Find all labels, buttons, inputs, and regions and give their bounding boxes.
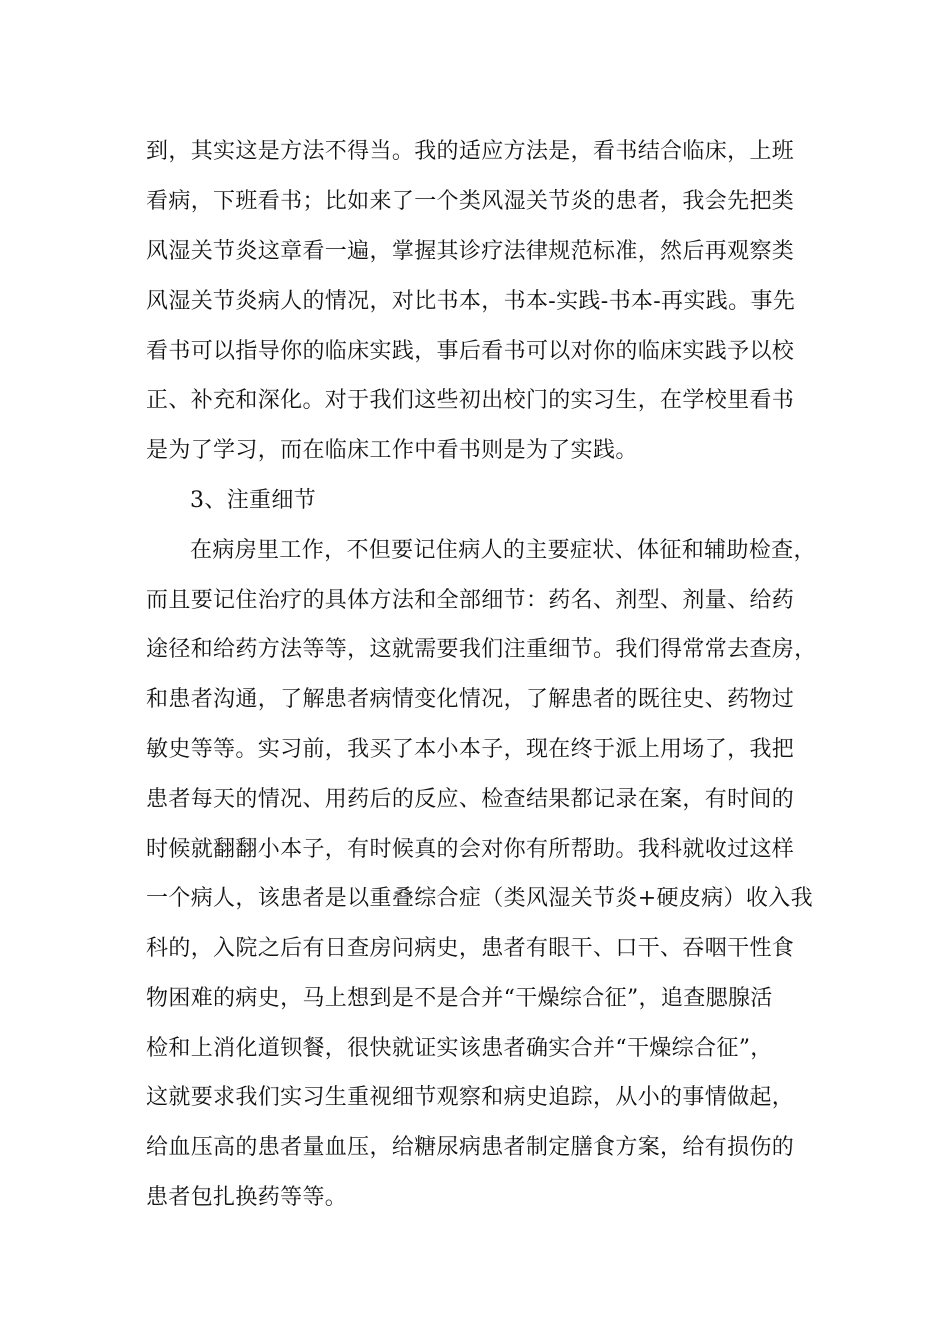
text-line: 这就要求我们实习生重视细节观察和病史追踪，从小的事情做起， bbox=[146, 1085, 795, 1110]
text-line: 而且要记住治疗的具体方法和全部细节：药名、剂型、剂量、给药 bbox=[146, 588, 795, 613]
text-line: 正、补充和深化。对于我们这些初出校门的实习生，在学校里看书 bbox=[146, 388, 795, 413]
text-line: 敏史等等。实习前，我买了本小本子，现在终于派上用场了，我把 bbox=[146, 737, 795, 762]
text-line: 物困难的病史，马上想到是不是合并“干燥综合征”，追查腮腺活 bbox=[146, 986, 773, 1011]
text-line: 检和上消化道钡餐，很快就证实该患者确实合并“干燥综合征”， bbox=[146, 1036, 773, 1061]
text-line: 风湿关节炎这章看一遍，掌握其诊疗法律规范标准，然后再观察类 bbox=[146, 239, 795, 264]
text-line: 到，其实这是方法不得当。我的适应方法是，看书结合临床，上班 bbox=[146, 139, 795, 164]
text-line: 时候就翻翻小本子，有时候真的会对你有所帮助。我科就收过这样 bbox=[146, 837, 795, 862]
text-line: 给血压高的患者量血压，给糖尿病患者制定膳食方案，给有损伤的 bbox=[146, 1135, 795, 1160]
text-line: 一个病人，该患者是以重叠综合症（类风湿关节炎+硬皮病）收入我 bbox=[146, 886, 813, 911]
text-line: 和患者沟通，了解患者病情变化情况，了解患者的既往史、药物过 bbox=[146, 687, 795, 712]
section-heading: 3、注重细节 bbox=[190, 488, 317, 513]
text-line: 风湿关节炎病人的情况，对比书本，书本-实践-书本-再实践。事先 bbox=[146, 289, 796, 314]
text-line: 途径和给药方法等等，这就需要我们注重细节。我们得常常去查房， bbox=[146, 637, 817, 662]
text-line: 是为了学习，而在临床工作中看书则是为了实践。 bbox=[146, 438, 638, 463]
text-line: 看书可以指导你的临床实践，事后看书可以对你的临床实践予以校 bbox=[146, 339, 795, 364]
text-line: 科的，入院之后有日查房问病史，患者有眼干、口干、吞咽干性食 bbox=[146, 936, 795, 961]
text-line: 看病，下班看书；比如来了一个类风湿关节炎的患者，我会先把类 bbox=[146, 189, 795, 214]
text-line: 患者每天的情况、用药后的反应、检查结果都记录在案，有时间的 bbox=[146, 787, 795, 812]
text-line: 患者包扎换药等等。 bbox=[146, 1185, 348, 1210]
paragraph-start: 在病房里工作，不但要记住病人的主要症状、体征和辅助检查， bbox=[190, 538, 816, 563]
